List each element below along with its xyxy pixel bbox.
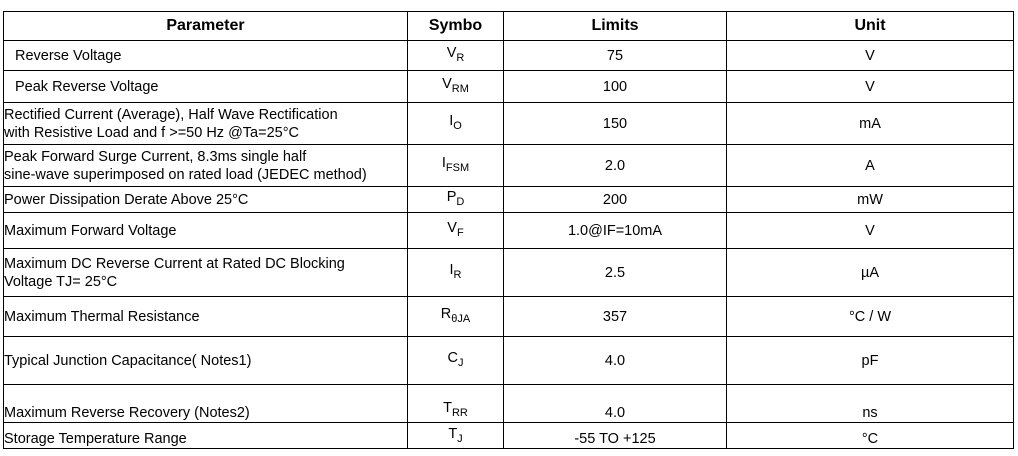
param-line: Maximum Thermal Resistance (4, 308, 200, 325)
symbol-sub: R (453, 269, 462, 281)
limits-cell: -55 TO +125 (504, 423, 727, 449)
symbol-main: C (447, 350, 458, 366)
symbol-main: V (446, 45, 457, 61)
table-row (4, 41, 1014, 71)
limits-cell: 1.0@IF=10mA (504, 213, 727, 249)
limits-cell: 2.0 (504, 145, 727, 187)
limits-cell: 150 (504, 103, 727, 145)
param-cell (4, 187, 408, 213)
param-cell (4, 71, 408, 103)
header-symbol: Symbo (408, 12, 504, 41)
symbol-main: T (448, 426, 458, 442)
param-cell (4, 337, 408, 385)
table-row (4, 337, 1014, 385)
symbol-sub: FSM (445, 162, 470, 174)
limits-cell: 100 (504, 71, 727, 103)
symbol-main: I (449, 113, 454, 129)
symbol-sub: F (456, 227, 464, 239)
param-cell (4, 423, 408, 449)
param-line: Power Dissipation Derate Above 25°C (4, 191, 249, 208)
param-line: Maximum Reverse Recovery (Notes2) (4, 405, 250, 421)
symbol-main: P (446, 189, 457, 205)
symbol-sub: J (457, 357, 464, 369)
limits-cell: 2.5 (504, 249, 727, 297)
unit-cell: mA (727, 103, 1014, 145)
header-unit: Unit (727, 12, 1014, 41)
symbol-cell (408, 187, 504, 213)
symbol-sub: θJA (451, 313, 471, 325)
symbol-cell (408, 103, 504, 145)
table-row (4, 213, 1014, 249)
unit-cell: mW (727, 187, 1014, 213)
symbol-main: V (447, 220, 457, 236)
symbol-sub: RR (451, 407, 468, 419)
param-line: Reverse Voltage (15, 47, 122, 64)
symbol-cell (408, 213, 504, 249)
param-cell (4, 145, 408, 187)
param-cell (4, 385, 408, 423)
param-cell (4, 297, 408, 337)
unit-cell: V (727, 213, 1014, 249)
param-line: Storage Temperature Range (4, 431, 187, 447)
symbol-sub: J (457, 433, 463, 445)
unit-cell: V (727, 71, 1014, 103)
limits-cell: 4.0 (504, 337, 727, 385)
symbol-cell (408, 423, 504, 449)
unit-cell: V (727, 41, 1014, 71)
param-cell (4, 213, 408, 249)
symbol-cell (408, 297, 504, 337)
symbol-sub: D (456, 196, 465, 208)
symbol-cell (408, 71, 504, 103)
symbol-sub: R (456, 52, 465, 64)
param-line: Peak Reverse Voltage (15, 78, 159, 95)
unit-cell: µA (727, 249, 1014, 297)
symbol-main: V (442, 76, 452, 92)
symbol-main: I (449, 262, 454, 278)
table-row (4, 145, 1014, 187)
table-row (4, 385, 1014, 423)
symbol-main: T (443, 400, 452, 416)
symbol-sub: RM (451, 83, 469, 95)
param-line: Peak Forward Surge Current, 8.3ms single half (4, 148, 307, 165)
table-row (4, 71, 1014, 103)
param-cell (4, 41, 408, 71)
param-line: sine-wave superimposed on rated load (JEDEC method) (4, 166, 367, 183)
param-line: Rectified Current (Average), Half Wave Rectification (4, 106, 338, 123)
limits-cell: 4.0 (504, 385, 727, 423)
header-limits: Limits (504, 12, 727, 41)
symbol-cell (408, 41, 504, 71)
table-row (4, 297, 1014, 337)
limits-cell: 75 (504, 41, 727, 71)
table-row (4, 423, 1014, 449)
symbol-main: I (441, 155, 446, 171)
symbol-main: R (440, 306, 452, 322)
param-line: Maximum Forward Voltage (4, 222, 177, 239)
limits-cell: 357 (504, 297, 727, 337)
unit-cell: °C (727, 423, 1014, 449)
unit-cell: ns (727, 385, 1014, 423)
symbol-sub: O (453, 120, 462, 132)
symbol-cell (408, 337, 504, 385)
symbol-cell (408, 145, 504, 187)
unit-cell: pF (727, 337, 1014, 385)
symbol-cell (408, 249, 504, 297)
param-cell (4, 103, 408, 145)
param-line: with Resistive Load and f >=50 Hz @Ta=25°C (4, 124, 299, 141)
param-line: Voltage TJ= 25°C (4, 273, 118, 290)
header-row (4, 12, 1014, 41)
unit-cell: A (727, 145, 1014, 187)
table-row (4, 187, 1014, 213)
limits-cell: 200 (504, 187, 727, 213)
param-line: Maximum DC Reverse Current at Rated DC Blocking (4, 255, 345, 272)
param-cell (4, 249, 408, 297)
unit-cell: °C / W (727, 297, 1014, 337)
table-row (4, 249, 1014, 297)
header-parameter: Parameter (4, 12, 408, 41)
param-line: Typical Junction Capacitance( Notes1) (4, 352, 252, 369)
symbol-cell (408, 385, 504, 423)
table-row (4, 103, 1014, 145)
ratings-table (3, 11, 1014, 449)
